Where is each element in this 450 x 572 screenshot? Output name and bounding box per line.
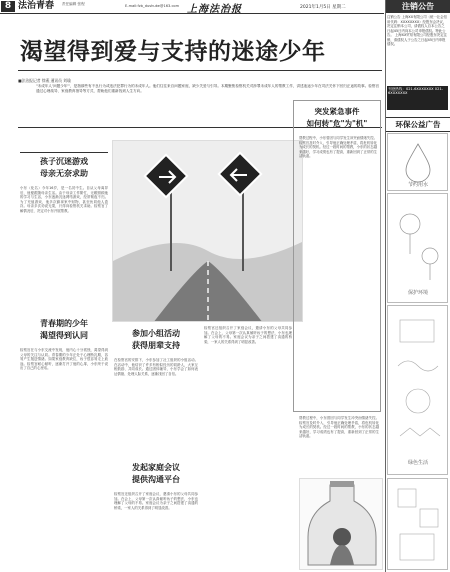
section-4-title-a: 发起家庭会议 xyxy=(132,463,180,472)
article-headline: 渴望得到爱与支持的迷途少年 xyxy=(20,39,326,65)
section-1-title-a: 孩子沉迷游戏 xyxy=(40,157,88,166)
article-continuation-text: 检察官还组织召开了家庭会议，邀请小东的父母共同参加。在会上，父母第一次认真倾听孩子的想法，小东也理解了父母的不易。家庭会议为亲子之间搭建了沟通的桥梁，一家人的关系得到了明显改善。 xyxy=(204,326,292,344)
section-3-title-a: 参加小组活动 xyxy=(132,329,180,338)
section-name: 法治青春 xyxy=(18,1,55,11)
section-2-text: 检察官在与小东交流中发现，他内心十分孤独，渴望得到父母的关注与认同。青春期的少年正处于心理断乳期，容易产生叛逆情绪。如果家庭教育缺位，孩子很容易走上歧途。检察官耐心倾听，逐渐打开了他的心扉，小东终于说出了自己的心里话。 xyxy=(20,348,108,371)
tree-sketch-icon xyxy=(388,194,447,302)
section-4-text: 检察官还组织召开了家庭会议，邀请小东的父母共同参加。在会上，父母第一次认真倾听孩子的想法，小东也理解了父母的不易。家庭会议为亲子之间搭建了沟通的桥梁，一家人的关系得到了明显改善。 xyxy=(114,492,198,510)
editor-line: 责任编辑 张程 xyxy=(62,2,85,6)
newspaper-masthead: 上海法治报 xyxy=(187,4,242,15)
section-3-title-b: 获得朋辈支持 xyxy=(132,341,180,350)
water-drop-icon xyxy=(388,134,447,190)
section-3-text: 在检察官的安排下，小东参加了社工组织的小组活动。在活动中，他结识了许多有相似经历的同龄人，大家互相鼓励、共同成长。通过团体辅导，小东学会了如何表达情绪、处理人际关系，逐渐找回了自信。 xyxy=(114,358,198,376)
ad-2-label: 保护环境 xyxy=(407,290,429,296)
hotline-box: 刊登热线：021-6XXXXXXX 021-6XXXXXXX xyxy=(387,86,448,110)
section-5-title-a: 突发紧急事件 xyxy=(314,107,360,116)
section-2-title-a: 青春期的少年 xyxy=(40,319,88,328)
article-byline: ■法治报记者 徐燕 通讯员 刘瑜 xyxy=(18,78,71,83)
bottle-child-illustration xyxy=(299,478,383,570)
ad-panel-4 xyxy=(387,478,448,570)
ad-panel-2 xyxy=(387,193,448,303)
ad-3-label: 绿色生活 xyxy=(407,460,429,466)
section-5-title-b: 如何转"危"为"机" xyxy=(306,119,368,128)
section-1-title-b: 母亲无奈求助 xyxy=(40,169,88,178)
headline-rule xyxy=(18,70,382,71)
ad-title: 环保公益广告 xyxy=(386,117,450,132)
section-1-rule xyxy=(20,152,108,153)
editor-email: E-mail:fzb_dushuke@163.com xyxy=(125,4,180,8)
ad-panel-3 xyxy=(387,305,448,475)
notice-title: 注销公告 xyxy=(386,0,450,13)
section-4-title-b: 提供沟通平台 xyxy=(132,475,180,484)
section-5-text: 帮教过程中，小东曾因与同学发生冲突而情绪失控。检察官及时介入，引导他正确处理矛盾，将危机转化为成长的契机。经过一段时间的帮教，小东的状态越来越好，学习成绩也有了提高，重新回到了正常的生活轨道。 xyxy=(299,136,377,159)
doodle-sketch-icon xyxy=(388,306,447,474)
ad-1-label: 节约用水 xyxy=(407,182,429,188)
notice-text: 注销公告 上海XX有限公司（统一社会信用代码：XXXXXXXX）经股东会决议，决定注销本公司，请债权人自本公告之日起45日内向本公司申报债权。特此公告。 上海XX贸易有限公司经股东决定注销，请债权人于公告之日起45日内申报债权。 xyxy=(387,15,447,46)
article-lead: "未成年人'问题少年'"，是指那些有不良行为或违法犯罪行为的未成年人。他们往往来自问题家庭，缺少关爱与引导。本期聚焦检察机关对涉罪未成年人的帮教工作，讲述迷途少年在司法关怀下回归正途的故事。检察官通过心理疏导、家庭教育指导等方式，帮助他们重新找到人生方向。 xyxy=(36,84,380,93)
ad-panel-1 xyxy=(387,133,448,191)
road-signs-illustration xyxy=(112,140,303,322)
section-1-text: 小东（化名）今年16岁，是一名初中生。自从父母离异后，他便跟随母亲生活。由于母亲工作繁忙，无暇照顾他的学习与生活，小东逐渐沉迷网络游戏，经常彻夜不归。为了充值游戏，他多次偷拿家中财物，甚至伙同他人盗窃。母亲多次劝说无果，只得向检察机关求助。检察官了解情况后，决定对小东开展帮教。 xyxy=(20,186,108,213)
section-2-title-b: 渴望得到认同 xyxy=(40,331,88,340)
section-5-continuation: 帮教过程中，小东曾因与同学发生冲突而情绪失控。检察官及时介入，引导他正确处理矛盾，将危机转化为成长的契机。经过一段时间的帮教，小东的状态越来越好，学习成绩也有了提高，重新回到了正常的生活轨道。 xyxy=(299,416,379,439)
issue-date: 2021年1月5日 星期二 xyxy=(300,5,346,10)
page-number-badge: 8 xyxy=(1,1,15,12)
box-sketch-icon xyxy=(388,479,447,569)
